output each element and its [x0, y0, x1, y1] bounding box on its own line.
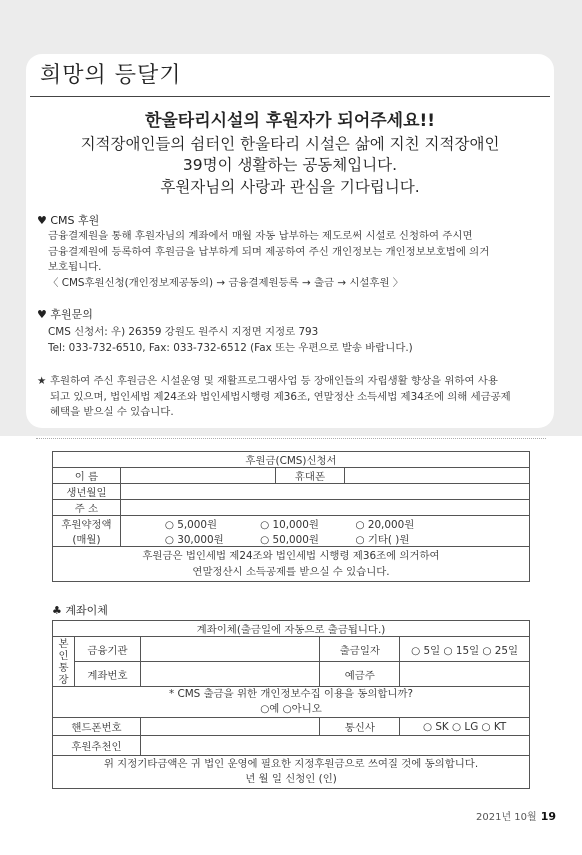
withdraw-day-options[interactable]: ○ 5일 ○ 15일 ○ 25일	[400, 637, 530, 662]
amount-options-row-2	[120, 531, 529, 547]
bank-label: 금융기관	[74, 637, 140, 662]
amount-option-20000[interactable]: ○ 20,000원	[355, 519, 415, 531]
tax-notice-line-1: 후원금은 법인세법 제24조와 법인세법 시행령 제36조에 의거하여	[142, 550, 440, 562]
account-number-label: 계좌번호	[74, 662, 140, 687]
amount-options-row-1	[120, 516, 529, 532]
note-line-2: 되고 있으며, 법인세법 제24조와 법인세법시행령 제36조, 연말정산 소득세법 제34조에 의해 세금공제	[50, 390, 511, 403]
privacy-consent	[53, 687, 530, 718]
carrier-options[interactable]: ○ SK ○ LG ○ KT	[400, 718, 530, 736]
mobile-field[interactable]	[140, 718, 320, 736]
address-field[interactable]	[120, 500, 529, 516]
cut-line	[36, 438, 546, 439]
tax-notice-line-2: 연말정산시 소득공제를 받으실 수 있습니다.	[192, 566, 390, 578]
side-char-1: 본	[58, 637, 69, 650]
side-char-4: 장	[58, 673, 69, 686]
withdraw-day-label: 출금일자	[320, 637, 400, 662]
subtitle-line-3: 후원자님의 사랑과 관심을 기다립니다.	[160, 178, 420, 196]
note-line-1: 후원하여 주신 후원금은 시설운영 및 재활프로그램사업 등 장애인들의 자립생활 향상을 위하여 사용	[50, 375, 498, 387]
cms-application-form	[52, 451, 530, 582]
cms-line-3: 보호됩니다.	[48, 261, 102, 273]
holder-label: 예금주	[320, 662, 400, 687]
donation-agreement	[53, 756, 530, 789]
transfer-heading: ♣ 계좌이체	[52, 604, 108, 617]
privacy-consent-options[interactable]: ○예 ○아니오	[260, 703, 322, 715]
carrier-label: 통신사	[320, 718, 400, 736]
cms-line-1: 금융결제원을 통해 후원자님의 계좌에서 매월 자동 납부하는 제도로써 시설로 신청하여 주시면	[48, 230, 473, 242]
own-account-label	[53, 637, 75, 687]
amount-option-10000[interactable]: ○ 10,000원	[260, 519, 319, 531]
cms-body	[48, 229, 546, 291]
phone-label: 휴대폰	[275, 468, 345, 484]
amount-label-line-2: (매월)	[72, 534, 101, 546]
cms-line-4: 〈 CMS후원신청(개인정보제공동의) → 금융결제원등록 → 출금 → 시설후원 〉	[48, 276, 404, 289]
bank-field[interactable]	[140, 637, 320, 662]
birth-field[interactable]	[120, 484, 529, 500]
amount-option-50000[interactable]: ○ 50,000원	[260, 534, 319, 546]
tax-note	[37, 374, 547, 421]
contact-line-2: Tel: 033-732-6510, Fax: 033-732-6512 (Fax 또는 우편으로 발송 바랍니다.)	[48, 341, 413, 354]
card-title: 희망의 등달기	[40, 63, 182, 88]
title-divider	[30, 96, 550, 97]
page-number: 19	[540, 810, 556, 823]
mobile-label: 핸드폰번호	[53, 718, 141, 736]
contact-line-1: CMS 신청서: 우) 26359 강원도 원주시 지정면 지정로 793	[48, 326, 319, 338]
address-label: 주 소	[53, 500, 121, 516]
star-icon: ★	[37, 375, 47, 387]
referrer-label: 후원추천인	[53, 736, 141, 756]
contact-body	[48, 325, 546, 356]
amount-option-other[interactable]: ○ 기타( )원	[355, 534, 410, 546]
side-char-2: 인	[58, 649, 69, 662]
contact-heading: ♥ 후원문의	[37, 308, 93, 321]
phone-field[interactable]	[345, 468, 530, 484]
amount-label	[53, 516, 121, 547]
amount-option-5000[interactable]: ○ 5,000원	[164, 519, 217, 531]
subtitle-line-2: 39명이 생활하는 공동체입니다.	[182, 156, 398, 174]
name-field[interactable]	[120, 468, 275, 484]
page-footer	[476, 808, 556, 823]
account-transfer-form	[52, 620, 530, 789]
amount-label-line-1: 후원약정액	[61, 519, 112, 531]
footer-date: 2021년 10월	[476, 812, 537, 823]
tax-notice	[53, 547, 530, 582]
agreement-line-1: 위 지정기타금액은 귀 법인 운영에 필요한 지정후원금으로 쓰여질 것에 동의합니다.	[103, 758, 479, 770]
cms-heading: ♥ CMS 후원	[37, 214, 100, 227]
subtitle-line-1: 지적장애인들의 쉼터인 한울타리 시설은 삶에 지친 지적장애인	[80, 135, 500, 153]
birth-label: 생년월일	[53, 484, 121, 500]
side-char-3: 통	[58, 661, 69, 674]
name-label: 이 름	[53, 468, 121, 484]
privacy-consent-question: * CMS 출금을 위한 개인정보수집 이용을 동의합니까?	[168, 688, 414, 700]
transfer-title: 계좌이체(출금일에 자동으로 출금됩니다.)	[53, 621, 530, 637]
cms-line-2: 금융결제원에 등록하여 후원금을 납부하게 되며 제공하여 주신 개인정보는 개인정보보호법에 의거	[48, 245, 490, 258]
referrer-field[interactable]	[140, 736, 529, 756]
form-title: 후원금(CMS)신청서	[53, 452, 530, 468]
account-number-field[interactable]	[140, 662, 320, 687]
note-line-3: 혜택을 받으실 수 있습니다.	[50, 406, 174, 418]
agreement-line-2: 년 월 일 신청인 (인)	[245, 773, 337, 785]
headline: 한울타리시설의 후원자가 되어주세요!!	[144, 111, 436, 131]
amount-option-30000[interactable]: ○ 30,000원	[164, 534, 224, 546]
holder-field[interactable]	[400, 662, 530, 687]
